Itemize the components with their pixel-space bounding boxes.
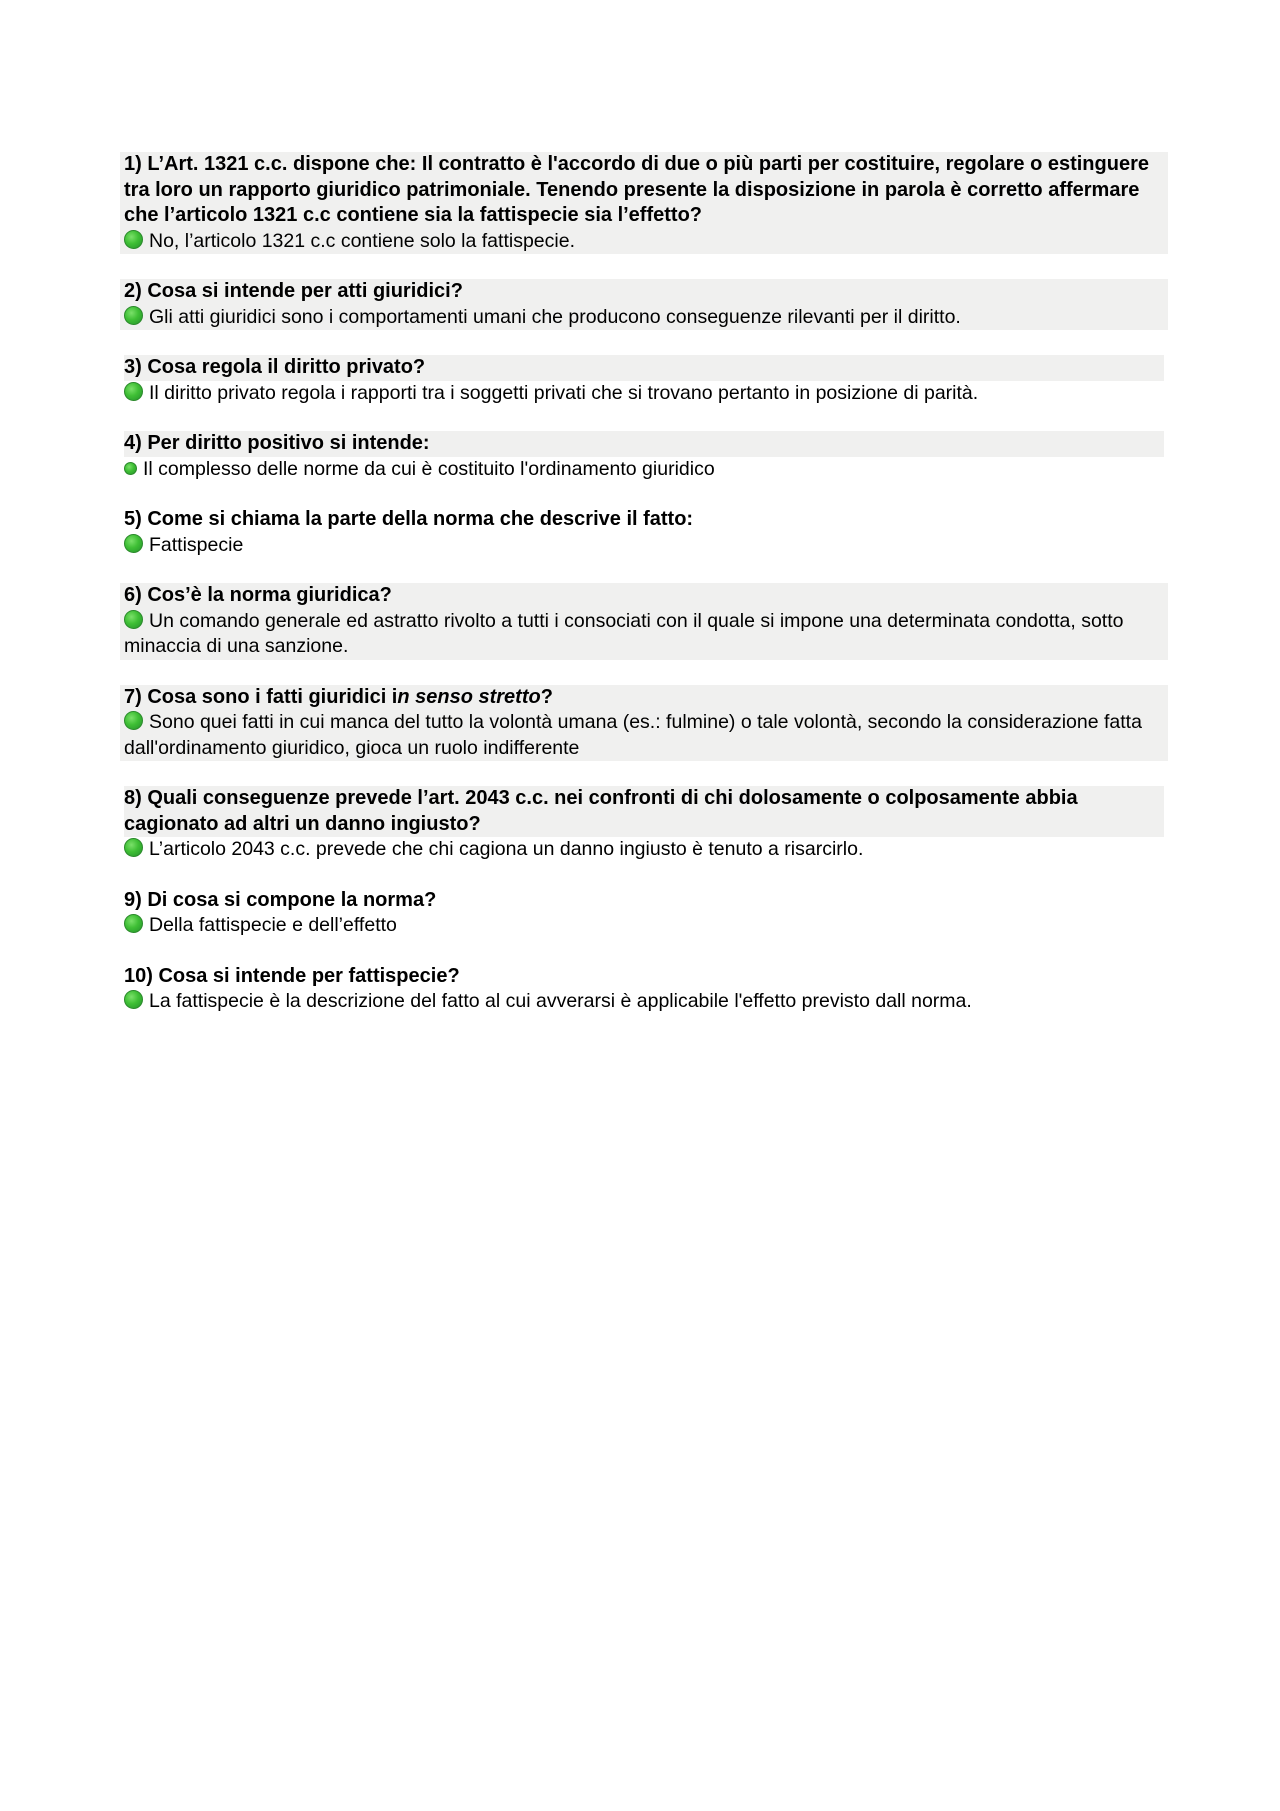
qa-item-8 — [120, 786, 1168, 863]
qa-item-6 — [120, 583, 1168, 660]
answer-6 — [124, 609, 1164, 660]
answer-8 — [124, 837, 1164, 863]
green-dot-icon — [124, 462, 137, 475]
answer-text-6: Un comando generale ed astratto rivolto a tutti i consociati con il quale si impone una determinata condotta, sotto minaccia di una sanzione. — [124, 609, 1124, 657]
green-dot-icon — [124, 306, 143, 325]
question-8: 8) Quali conseguenze prevede l’art. 2043 c.c. nei confronti di chi dolosamente o colposamente abbia cagionato ad altri un danno ingiusto? — [124, 786, 1164, 837]
question-2: 2) Cosa si intende per atti giuridici? — [124, 280, 463, 302]
answer-2 — [124, 305, 1164, 331]
answer-text-10: La fattispecie è la descrizione del fatto al cui avverarsi è applicabile l'effetto previsto dall norma. — [149, 990, 972, 1012]
qa-item-5 — [120, 507, 1168, 558]
answer-text-3: Il diritto privato regola i rapporti tra i soggetti privati che si trovano pertanto in posizione di parità. — [149, 381, 979, 404]
question-1: 1) L’Art. 1321 c.c. dispone che: Il contratto è l'accordo di due o più parti per costituire, regolare o estinguere tra loro un rapporto giuridico patrimoniale. Tenendo presente la disposizione in parola è corretto affermare che l’articolo 1321 c.c contiene sia la fattispecie sia l’effetto? — [124, 153, 1149, 226]
green-dot-icon — [124, 534, 143, 553]
question-6: 6) Cos’è la norma giuridica? — [124, 584, 392, 606]
green-dot-icon — [124, 914, 143, 933]
answer-9 — [124, 913, 1164, 939]
answer-text-5: Fattispecie — [149, 533, 244, 556]
answer-text-8: L’articolo 2043 c.c. prevede che chi cagiona un danno ingiusto è tenuto a risarcirlo. — [149, 838, 864, 860]
answer-7 — [124, 710, 1164, 761]
answer-text-9: Della fattispecie e dell’effetto — [149, 914, 397, 936]
qa-item-9 — [120, 888, 1168, 939]
question-3: 3) Cosa regola il diritto privato? — [124, 355, 1164, 381]
answer-4 — [124, 457, 1164, 483]
qa-item-10 — [120, 964, 1168, 1015]
question-5: 5) Come si chiama la parte della norma che descrive il fatto: — [124, 508, 694, 530]
green-dot-icon — [124, 230, 143, 249]
green-dot-icon — [124, 711, 143, 730]
question-7-text: 7) Cosa sono i fatti giuridici i — [124, 685, 398, 708]
qa-item-7 — [120, 685, 1168, 762]
qa-item-1 — [120, 152, 1168, 254]
answer-1 — [124, 229, 1164, 255]
question-10: 10) Cosa si intende per fattispecie? — [124, 964, 460, 987]
answer-text-2: Gli atti giuridici sono i comportamenti umani che producono conseguenze rilevanti per il diritto. — [149, 305, 961, 328]
qa-item-2 — [120, 279, 1168, 330]
green-dot-icon — [124, 838, 143, 857]
answer-text-1: No, l’articolo 1321 c.c contiene solo la fattispecie. — [149, 229, 575, 252]
question-9: 9) Di cosa si compone la norma? — [124, 888, 437, 911]
answer-10 — [124, 989, 1164, 1015]
green-dot-icon — [124, 990, 143, 1009]
qa-item-4 — [120, 431, 1168, 482]
question-4: 4) Per diritto positivo si intende: — [124, 431, 1164, 457]
answer-text-7: Sono quei fatti in cui manca del tutto la volontà umana (es.: fulmine) o tale volontà, secondo la considerazione fatta dall'ordinamento giuridico, gioca un ruolo indifferente — [124, 711, 1142, 759]
answer-5 — [124, 533, 1164, 559]
question-7 — [124, 685, 1164, 711]
question-7-end: ? — [540, 685, 553, 708]
qa-list — [120, 152, 1168, 1040]
qa-item-3 — [120, 355, 1168, 406]
question-7-emphasis: n senso stretto — [397, 685, 541, 708]
green-dot-icon — [124, 382, 143, 401]
green-dot-icon — [124, 610, 143, 629]
answer-text-4: Il complesso delle norme da cui è costituito l'ordinamento giuridico — [143, 457, 715, 480]
answer-3 — [124, 381, 1164, 407]
